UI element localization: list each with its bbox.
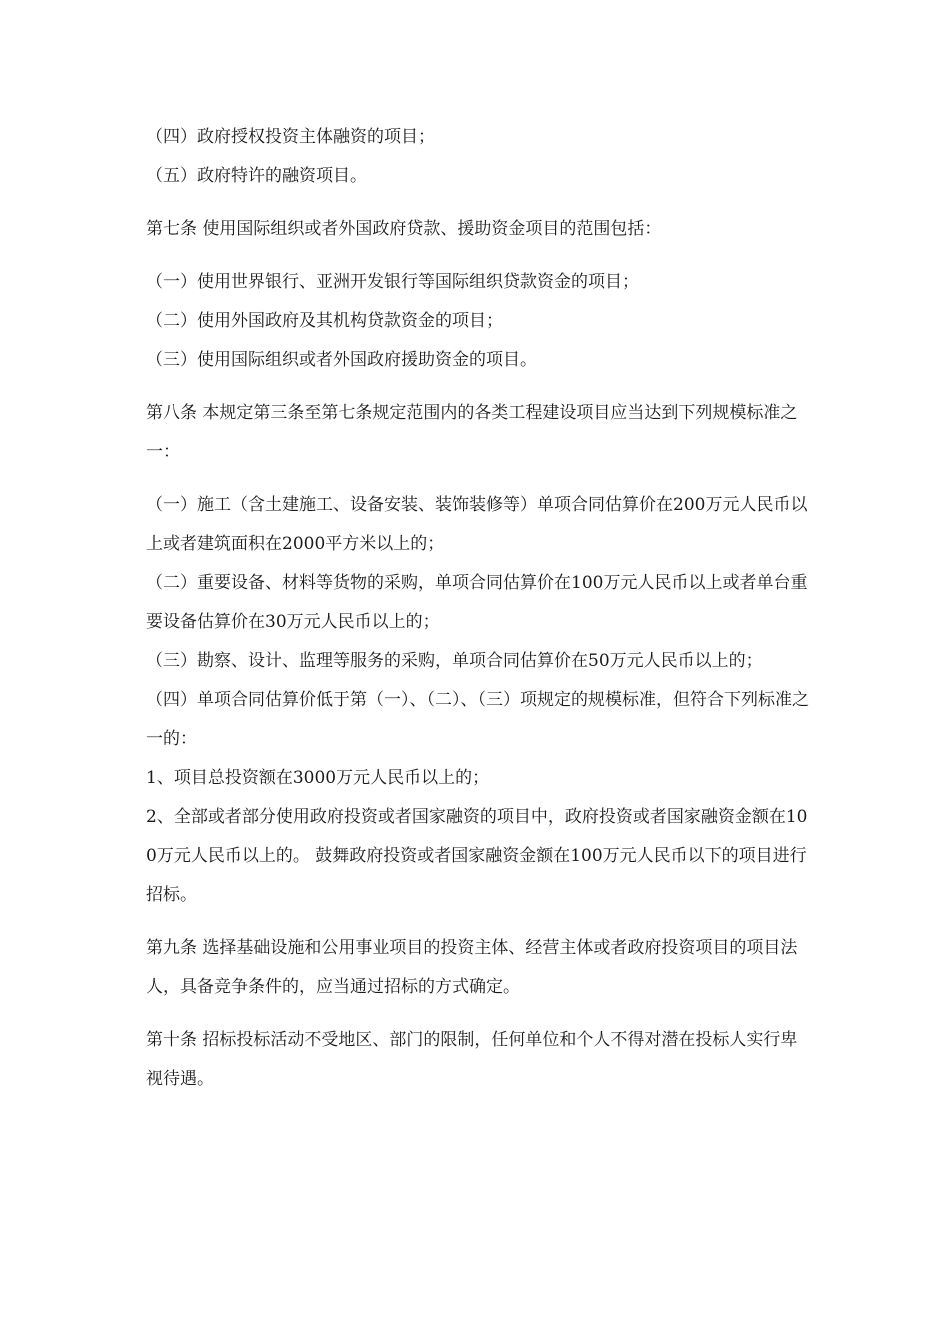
article-8-item-3: （三）勘察、设计、监理等服务的采购，单项合同估算价在50万元人民币以上的； [146, 651, 763, 671]
article-7: 第七条 使用国际组织或者外国政府贷款、援助资金项目的范围包括： [146, 219, 662, 239]
article-7-item-2: （二）使用外国政府及其机构贷款资金的项目； [146, 311, 503, 331]
article-8-item-4: （四）单项合同估算价低于第（一）、（二）、（三）项规定的规模标准，但符合下列标准之一的： [146, 690, 809, 749]
article-7-item-1: （一）使用世界银行、亚洲开发银行等国际组织贷款资金的项目； [146, 272, 639, 292]
article-8-item-2: （二）重要设备、材料等货物的采购，单项合同估算价在100万元人民币以上或者单台重要设备估算价在30万元人民币以上的； [146, 573, 808, 632]
article-7-item-3: （三）使用国际组织或者外国政府援助资金的项目。 [146, 350, 537, 370]
document-body [146, 118, 810, 1099]
article-9: 第九条 选择基础设施和公用事业项目的投资主体、经营主体或者政府投资项目的项目法人，具备竞争条件的，应当通过招标的方式确定。 [146, 938, 798, 997]
article-8: 第八条 本规定第三条至第七条规定范围内的各类工程建设项目应当达到下列规模标准之一： [146, 403, 798, 462]
article-10: 第十条 招标投标活动不受地区、部门的限制，任何单位和个人不得对潜在投标人实行卑视待遇。 [146, 1030, 798, 1089]
article-8-item-1: （一）施工（含土建施工、设备安装、装饰装修等）单项合同估算价在200万元人民币以上或者建筑面积在2000平方米以上的； [146, 495, 808, 554]
article-8-sub-item-1: 1、项目总投资额在3000万元人民币以上的； [146, 768, 490, 788]
paragraph-item-4: （四）政府授权投资主体融资的项目； [146, 127, 435, 147]
paragraph-item-5: （五）政府特许的融资项目。 [146, 166, 367, 186]
article-8-sub-item-2: 2、全部或者部分使用政府投资或者国家融资的项目中，政府投资或者国家融资金额在100万元人民币以上的。 鼓舞政府投资或者国家融资金额在100万元人民币以下的项目进行招标。 [146, 807, 808, 905]
